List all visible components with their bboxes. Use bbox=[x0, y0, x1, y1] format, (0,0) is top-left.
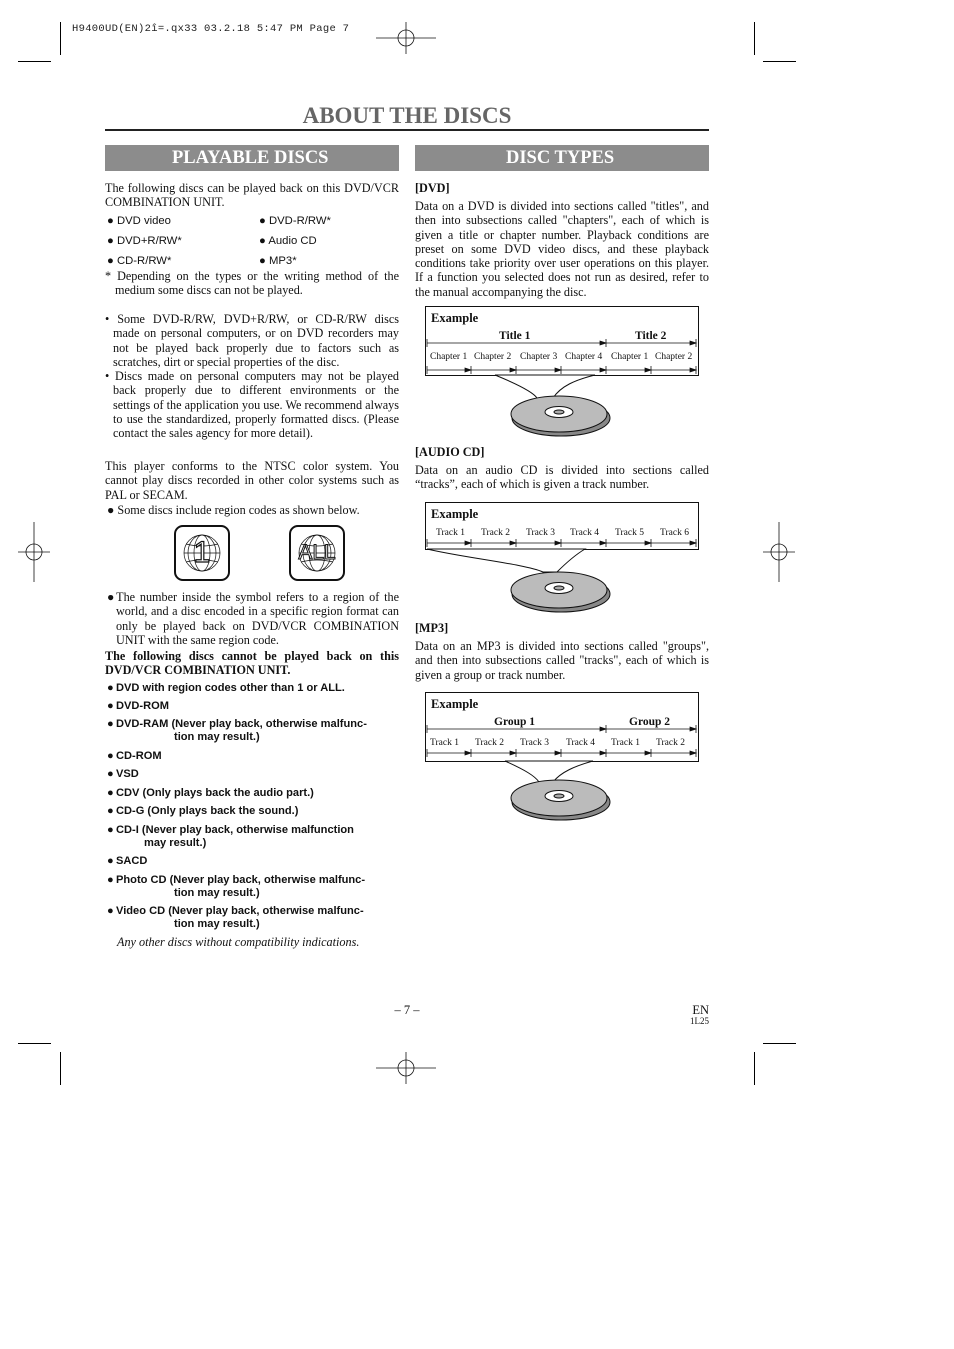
track-label: Track 2 bbox=[475, 738, 504, 748]
page-title: ABOUT THE DISCS bbox=[302, 103, 512, 128]
ntsc-text: This player conforms to the NTSC color system. You cannot play discs recorded in other color systems such as PAL or SECAM. bbox=[105, 459, 399, 502]
title-1-label: Title 1 bbox=[499, 330, 531, 342]
region-note: ●The number inside the symbol refers to a region of the world, and a disc encoded in a specific region format can only be played back on DVD/VCR COMBINATION UNIT with the same region code. bbox=[107, 590, 399, 647]
track-label: Track 4 bbox=[566, 738, 595, 748]
track-label: Track 1 bbox=[436, 528, 465, 538]
playable-item: ● MP3* bbox=[259, 255, 297, 267]
track-label: Track 4 bbox=[570, 528, 599, 538]
track-label: Track 5 bbox=[615, 528, 644, 538]
track-label: Track 1 bbox=[611, 738, 640, 748]
disc-types-heading: DISC TYPES bbox=[415, 145, 709, 171]
cannot-item: ● CD-I (Never play back, otherwise malfunction may result.) bbox=[107, 824, 354, 849]
cannot-item: ● SACD bbox=[107, 855, 148, 867]
cd-structure-diagram bbox=[425, 502, 699, 618]
example-label: Example bbox=[431, 697, 479, 711]
cannot-item: ● Video CD (Never play back, otherwise malfunc- tion may result.) bbox=[107, 905, 364, 930]
cannot-item: ● Photo CD (Never play back, otherwise malfunc- tion may result.) bbox=[107, 874, 366, 899]
example-label: Example bbox=[431, 311, 479, 325]
cannot-heading: The following discs cannot be played back on this DVD/VCR COMBINATION UNIT. bbox=[105, 649, 399, 678]
group-2-label: Group 2 bbox=[629, 716, 671, 728]
mp3-text: Data on an MP3 is divided into sections called "groups", and then into subsections called "tracks", each of which is given a group or track number. bbox=[415, 639, 709, 682]
chapter-label: Chapter 1 bbox=[430, 352, 468, 362]
dvd-text: Data on a DVD is divided into sections called "titles", and then into subsections called "chapters", each of which is given a title or chapter number. Playback conditions are preset on some DVD video discs, and these playback conditions take priority over user operations on this player. If a function you selected does not run as desired, refer to the manual accompanying the disc. bbox=[415, 199, 709, 299]
cannot-item: ● DVD-ROM bbox=[107, 700, 169, 712]
playable-item: ● DVD video bbox=[107, 215, 171, 227]
region-all-text: ALL bbox=[298, 541, 336, 564]
track-label: Track 2 bbox=[656, 738, 685, 748]
track-label: Track 3 bbox=[526, 528, 555, 538]
note-2: • Discs made on personal computers may not be played back properly due to different environments or the settings of the application you use. We recommend always to use the standardized, properly formatted discs. (Please contact the sales agency for more detail). bbox=[105, 369, 399, 441]
mp3-structure-diagram bbox=[425, 692, 699, 826]
print-slug: H9400UD(EN)2î=.qx33 03.2.18 5:47 PM Page 7 bbox=[72, 23, 350, 35]
language-code: EN bbox=[692, 1003, 709, 1017]
playable-discs-heading: PLAYABLE DISCS bbox=[105, 145, 399, 171]
audio-cd-text: Data on an audio CD is divided into sections called “tracks”, each of which is given a track number. bbox=[415, 463, 709, 492]
chapter-label: Chapter 2 bbox=[474, 352, 512, 362]
example-label: Example bbox=[431, 507, 479, 521]
track-label: Track 1 bbox=[430, 738, 459, 748]
cannot-item: ● DVD with region codes other than 1 or ALL. bbox=[107, 682, 345, 694]
chapter-label: Chapter 2 bbox=[655, 352, 693, 362]
audio-cd-label: [AUDIO CD] bbox=[415, 445, 485, 459]
playable-item: ● DVD+R/RW* bbox=[107, 235, 182, 247]
cannot-item: ● CD-ROM bbox=[107, 750, 162, 762]
track-label: Track 2 bbox=[481, 528, 510, 538]
region-code-1-icon bbox=[174, 525, 230, 581]
playable-item: ● DVD-R/RW* bbox=[259, 215, 331, 227]
mp3-label: [MP3] bbox=[415, 621, 449, 635]
page-number: – 7 – bbox=[394, 1003, 420, 1017]
group-1-label: Group 1 bbox=[494, 716, 536, 728]
chapter-label: Chapter 1 bbox=[611, 352, 649, 362]
title-2-label: Title 2 bbox=[635, 330, 667, 342]
region-code-all-icon bbox=[289, 525, 345, 581]
asterisk-note: * Depending on the types or the writing method of the medium some discs can not be played. bbox=[105, 269, 399, 298]
other-discs-note: Any other discs without compatibility indications. bbox=[117, 935, 360, 949]
region-intro: ● Some discs include region codes as shown below. bbox=[107, 503, 360, 517]
title-rule bbox=[105, 129, 709, 131]
cannot-item: ● DVD-RAM (Never play back, otherwise malfunc- tion may result.) bbox=[107, 718, 367, 743]
chapter-label: Chapter 4 bbox=[565, 352, 603, 362]
cannot-item: ● VSD bbox=[107, 768, 139, 780]
note-1: • Some DVD-R/RW, DVD+R/RW, or CD-R/RW discs made on personal computers, or on DVD recorders may not be played back properly due to factors such as scratches, dirt or special properties of the disc. bbox=[105, 312, 399, 369]
region-number: 1 bbox=[193, 536, 211, 569]
track-label: Track 6 bbox=[660, 528, 689, 538]
dvd-label: [DVD] bbox=[415, 181, 450, 195]
intro-text: The following discs can be played back on this DVD/VCR COMBINATION UNIT. bbox=[105, 181, 399, 210]
model-code: 1L25 bbox=[690, 1016, 709, 1026]
playable-item: ● Audio CD bbox=[259, 235, 317, 247]
track-label: Track 3 bbox=[520, 738, 549, 748]
chapter-label: Chapter 3 bbox=[520, 352, 558, 362]
dvd-structure-diagram bbox=[425, 306, 699, 440]
cannot-item: ● CDV (Only plays back the audio part.) bbox=[107, 787, 314, 799]
cannot-item: ● CD-G (Only plays back the sound.) bbox=[107, 805, 299, 817]
playable-item: ● CD-R/RW* bbox=[107, 255, 172, 267]
